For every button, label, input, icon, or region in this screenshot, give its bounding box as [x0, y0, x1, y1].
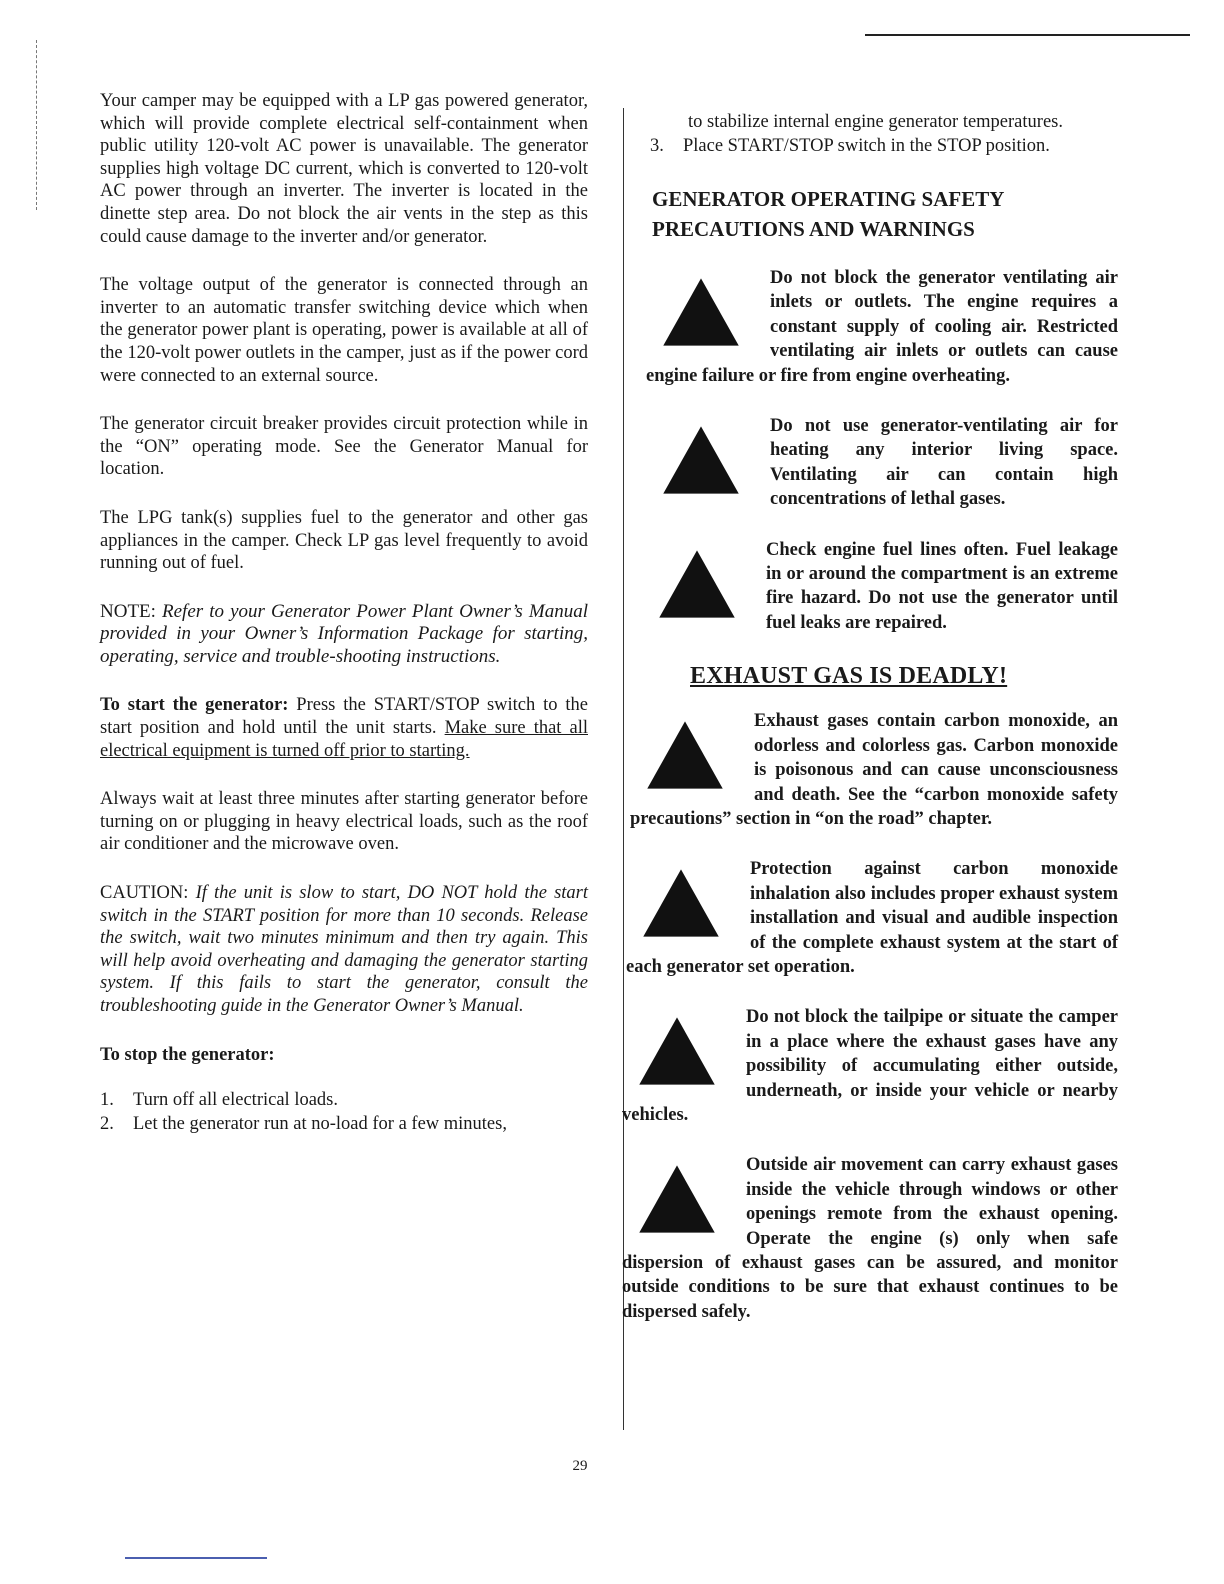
safety-heading — [652, 184, 1118, 244]
margin-marks — [36, 40, 51, 210]
stop-heading: To stop the generator: — [100, 1044, 275, 1065]
stop-step-continuation: to stabilize internal engine generator temperatures. — [688, 112, 1063, 132]
list-item — [650, 134, 1118, 158]
list-item-text: Place START/STOP switch in the STOP position. — [683, 136, 1050, 156]
caution-text: If the unit is slow to start, DO NOT hold the start switch in the START position for more than 10 seconds. Release the switch, wait two minutes minimum and then try again. This will help avoid overheating and damaging the generator starting system. If this fails to start the generator, consult the troubleshooting guide in the Generator Owner’s Manual. — [100, 883, 589, 1016]
note-label: NOTE: — [100, 600, 156, 622]
warning-triangle-icon — [648, 544, 748, 628]
list-item-text: Turn off all electrical loads. — [133, 1090, 338, 1111]
breaker-paragraph: The generator circuit breaker provides circuit protection while in the “ON” operating mode. See the Generator Manual for location. — [100, 414, 588, 480]
warning-triangle-icon — [636, 715, 736, 799]
warning-block — [622, 414, 1118, 512]
page-number: 29 — [572, 1458, 588, 1474]
list-item-number: 3. — [650, 136, 664, 156]
warning-block — [622, 1153, 1118, 1324]
top-rule — [865, 34, 1190, 36]
bottom-rule — [125, 1557, 267, 1559]
warning-block — [622, 266, 1118, 388]
warning-text: Exhaust gases contain carbon monoxide, an odorless and colorless gas. Carbon monoxide is poisonous and can cause unconsciousness and death. See the “carbon monoxide safety precautions” section in “on the road” chapter. — [630, 711, 1118, 829]
warning-text: Outside air movement can carry exhaust gases inside the vehicle through windows or other openings remote from the exhaust opening. Operate the engine (s) only when safe dispersion of exhaust gases can be assured, and monitor outside conditions to be sure that exhaust continues to be dispersed safely. — [622, 1155, 1118, 1322]
list-item-number: 1. — [100, 1090, 114, 1111]
warning-block — [622, 709, 1118, 831]
warning-text: Protection against carbon monoxide inhalation also includes proper exhaust system installation and visual and audible inspection of the complete exhaust system at the start of each generator set operation. — [626, 859, 1118, 977]
stop-steps-list — [100, 1088, 588, 1136]
left-column — [100, 90, 588, 1136]
warning-text: Do not use generator-ventilating air for heating any interior living space. Ventilating air can contain high concentrations of lethal gases. — [770, 416, 1118, 510]
caution-label: CAUTION: — [100, 883, 189, 904]
stop-steps-list-continued — [622, 134, 1118, 158]
warning-block — [622, 538, 1118, 636]
warning-block — [622, 1005, 1118, 1127]
warning-text: Check engine fuel lines often. Fuel leakage in or around the compartment is an extreme fire hazard. Do not use the generator until fuel leaks are repaired. — [766, 539, 1118, 633]
warning-triangle-icon — [628, 1159, 728, 1243]
list-item — [100, 1088, 588, 1112]
warning-triangle-icon — [652, 272, 752, 356]
safety-heading-line-1: GENERATOR OPERATING SAFETY — [652, 187, 1005, 211]
list-item-text: Let the generator run at no-load for a few minutes, — [133, 1114, 507, 1135]
lpg-paragraph: The LPG tank(s) supplies fuel to the generator and other gas appliances in the camper. Check LP gas level frequently to avoid running out of fuel. — [100, 507, 588, 574]
note-text: Refer to your Generator Power Plant Owner’s Manual provided in your Owner’s Information Package for starting, operating, service and trouble-shooting instructions. — [100, 600, 589, 667]
warning-triangle-icon — [628, 1011, 728, 1095]
start-paragraph — [100, 694, 588, 762]
caution-paragraph — [100, 882, 588, 1018]
intro-paragraph: Your camper may be equipped with a LP gas powered generator, which will provide complete electrical self-containment when public utility 120-volt AC power is unavailable. The generator supplies high voltage DC current, which is converted to 120-volt AC power through an inverter. The inverter is located in the dinette step area. Do not block the air vents in the step as this could cause damage to the inverter and/or generator. — [100, 91, 588, 247]
warning-block — [622, 857, 1118, 979]
warning-triangle-icon — [632, 863, 732, 947]
list-item-number: 2. — [100, 1114, 114, 1135]
start-underline-text: Make sure that all electrical equipment is turned off prior to starting. — [100, 718, 588, 761]
start-label: To start the generator: — [100, 695, 289, 716]
start-text: Press the START/STOP switch to the start position and hold until the unit starts. — [100, 695, 588, 739]
warning-text: Do not block the generator ventilating air inlets or outlets. The engine requires a constant supply of cooling air. Restricted ventilating air inlets or outlets can cause engine failure or fire from engine overheating. — [646, 268, 1118, 386]
note-paragraph — [100, 601, 588, 669]
wait-paragraph: Always wait at least three minutes after starting generator before turning on or plugging in heavy electrical loads, such as the roof air conditioner and the microwave oven. — [100, 789, 588, 855]
safety-heading-line-2: PRECAUTIONS AND WARNINGS — [652, 217, 975, 241]
exhaust-heading: EXHAUST GAS IS DEADLY! — [690, 663, 1008, 690]
warning-triangle-icon — [652, 420, 752, 504]
voltage-paragraph: The voltage output of the generator is connected through an inverter to an automatic transfer switching device which when the generator power plant is operating, power is available at all of the 120-volt power outlets in the camper, just as if the power cord were connected to an external source. — [100, 275, 588, 386]
warning-text: Do not block the tailpipe or situate the camper in a place where the exhaust gases have any possibility of accumulating either outside, underneath, or inside your vehicle or nearby vehicles. — [622, 1007, 1118, 1125]
list-item — [100, 1112, 588, 1136]
right-column — [622, 110, 1118, 1350]
